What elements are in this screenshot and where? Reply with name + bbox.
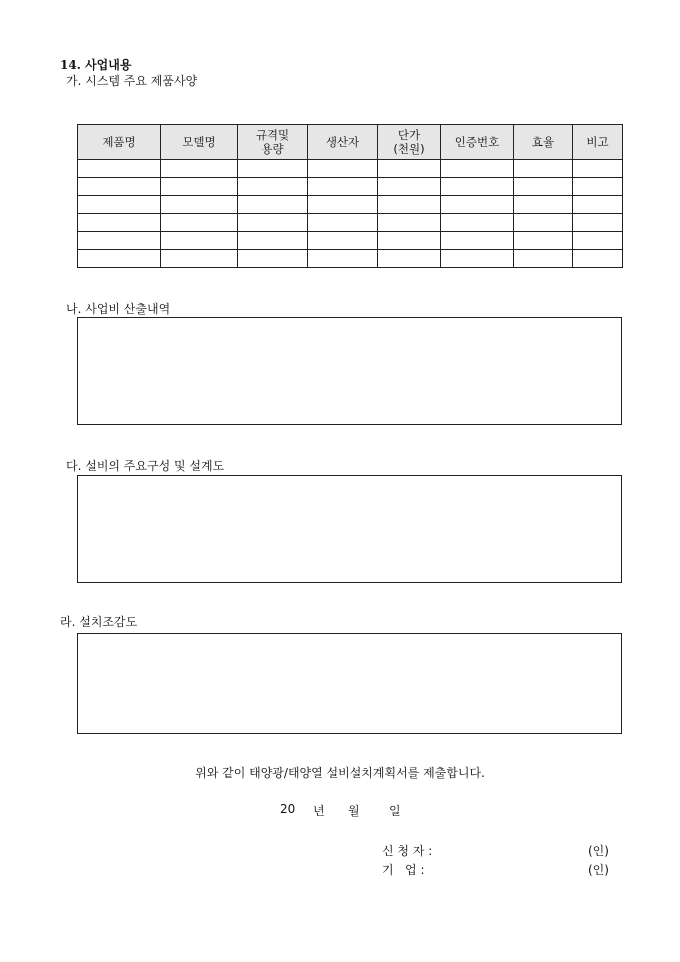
- table-cell[interactable]: [78, 232, 161, 250]
- table-cell[interactable]: [161, 214, 238, 232]
- table-cell[interactable]: [78, 214, 161, 232]
- table-cell[interactable]: [238, 160, 308, 178]
- table-cell[interactable]: [441, 160, 514, 178]
- table-cell[interactable]: [573, 196, 623, 214]
- table-cell[interactable]: [378, 196, 441, 214]
- subsection-design-label: 다. 설비의 주요구성 및 설계도: [66, 459, 225, 473]
- applicant-label: 신 청 자 :: [382, 844, 433, 858]
- submission-statement: 위와 같이 태양광/태양열 설비설치계획서를 제출합니다.: [195, 766, 485, 780]
- table-cell[interactable]: [573, 232, 623, 250]
- table-cell[interactable]: [78, 250, 161, 268]
- subsection-system-spec-label: 가. 시스템 주요 제품사양: [66, 74, 198, 88]
- table-cell[interactable]: [308, 160, 378, 178]
- table-cell[interactable]: [441, 196, 514, 214]
- table-cell[interactable]: [161, 178, 238, 196]
- table-cell[interactable]: [378, 178, 441, 196]
- table-cell[interactable]: [161, 232, 238, 250]
- table-cell[interactable]: [238, 214, 308, 232]
- table-row: [78, 232, 623, 250]
- table-row: [78, 250, 623, 268]
- header-unit-price: 단가 (천원): [378, 125, 441, 160]
- table-cell[interactable]: [308, 196, 378, 214]
- header-model-name: 모델명: [161, 125, 238, 160]
- table-row: [78, 160, 623, 178]
- table-cell[interactable]: [238, 178, 308, 196]
- table-cell[interactable]: [441, 178, 514, 196]
- table-cell[interactable]: [514, 214, 573, 232]
- table-cell[interactable]: [308, 232, 378, 250]
- table-cell[interactable]: [514, 196, 573, 214]
- table-cell[interactable]: [514, 232, 573, 250]
- table-cell[interactable]: [78, 196, 161, 214]
- date-year-label: 년: [313, 804, 325, 818]
- table-cell[interactable]: [308, 214, 378, 232]
- birdseye-view-box[interactable]: [77, 633, 622, 734]
- table-cell[interactable]: [308, 250, 378, 268]
- date-month-label: 월: [348, 804, 360, 818]
- table-cell[interactable]: [238, 250, 308, 268]
- subsection-cost-label: 나. 사업비 산출내역: [66, 302, 171, 316]
- applicant-seal: (인): [588, 844, 609, 858]
- table-cell[interactable]: [441, 214, 514, 232]
- table-cell[interactable]: [573, 214, 623, 232]
- table-row: [78, 196, 623, 214]
- table-cell[interactable]: [161, 250, 238, 268]
- header-efficiency: 효율: [514, 125, 573, 160]
- table-header-row: [78, 125, 623, 160]
- table-cell[interactable]: [514, 160, 573, 178]
- table-cell[interactable]: [378, 232, 441, 250]
- header-product-name: 제품명: [78, 125, 161, 160]
- table-cell[interactable]: [238, 232, 308, 250]
- section-title: 14. 사업내용: [60, 58, 132, 72]
- table-cell[interactable]: [378, 250, 441, 268]
- table-cell[interactable]: [573, 178, 623, 196]
- header-remarks: 비고: [573, 125, 623, 160]
- table-cell[interactable]: [78, 178, 161, 196]
- table-row: [78, 178, 623, 196]
- header-cert-number: 인증번호: [441, 125, 514, 160]
- company-seal: (인): [588, 863, 609, 877]
- table-cell[interactable]: [378, 160, 441, 178]
- date-year-prefix: 20: [280, 802, 296, 816]
- date-day-label: 일: [389, 804, 401, 818]
- table-cell[interactable]: [378, 214, 441, 232]
- company-label: 기 업 :: [382, 863, 425, 877]
- subsection-birdseye-label: 라. 설치조감도: [60, 615, 138, 629]
- design-drawing-box[interactable]: [77, 475, 622, 583]
- table-cell[interactable]: [441, 250, 514, 268]
- table-cell[interactable]: [238, 196, 308, 214]
- cost-breakdown-box[interactable]: [77, 317, 622, 425]
- table-cell[interactable]: [161, 196, 238, 214]
- table-row: [78, 214, 623, 232]
- table-cell[interactable]: [573, 160, 623, 178]
- header-manufacturer: 생산자: [308, 125, 378, 160]
- table-cell[interactable]: [573, 250, 623, 268]
- table-cell[interactable]: [161, 160, 238, 178]
- product-spec-table: [77, 124, 623, 268]
- table-cell[interactable]: [308, 178, 378, 196]
- table-cell[interactable]: [514, 178, 573, 196]
- table-cell[interactable]: [441, 232, 514, 250]
- header-spec-capacity: 규격및 용량: [238, 125, 308, 160]
- table-cell[interactable]: [514, 250, 573, 268]
- table-cell[interactable]: [78, 160, 161, 178]
